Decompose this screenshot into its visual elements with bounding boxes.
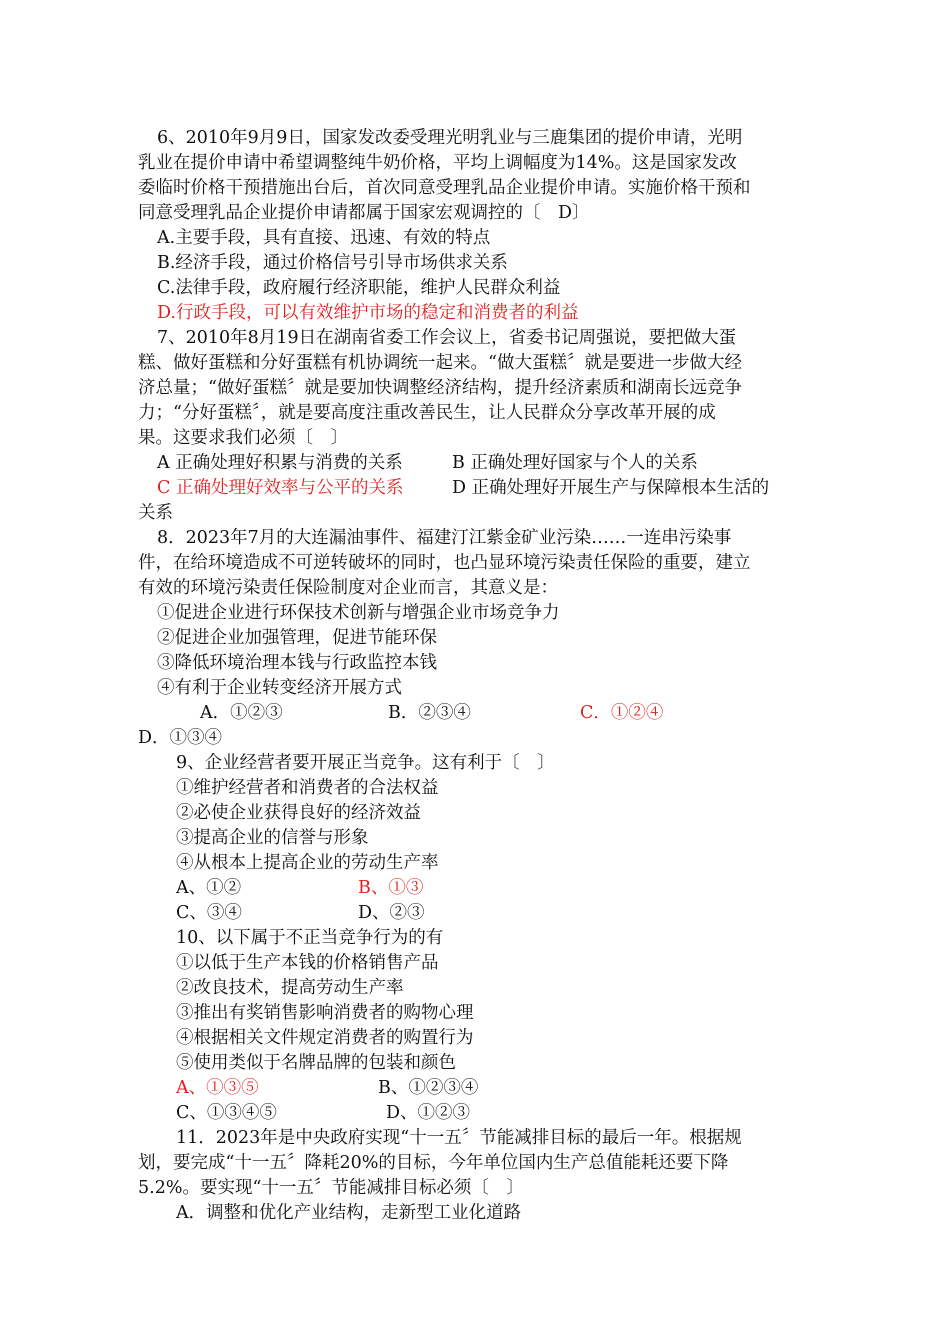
q7-stem-line-5: 果。这要求我们必须〔 〕 xyxy=(138,428,348,448)
q9-item-2: ②必使企业获得良好的经济效益 xyxy=(176,803,421,823)
q6-stem-line-4: 同意受理乳品企业提价申请都属于国家宏观调控的〔 D〕 xyxy=(138,203,590,223)
q6-option-b: B.经济手段，通过价格信号引导市场供求关系 xyxy=(157,253,508,273)
q8-item-1: ①促进企业进行环保技术创新与增强企业市场竞争力 xyxy=(157,603,560,623)
q6-option-a: A.主要手段，具有直接、迅速、有效的特点 xyxy=(157,228,491,248)
q7-option-c-answer: C 正确处理好效率与公平的关系 xyxy=(157,478,404,498)
q7-option-b: B 正确处理好国家与个人的关系 xyxy=(452,453,698,473)
q6-stem-line-2: 乳业在提价申请中希望调整纯牛奶价格，平均上调幅度为14%。这是国家发改 xyxy=(138,153,737,173)
q6-stem-line-3: 委临时价格干预措施出台后，首次同意受理乳品企业提价申请。实施价格干预和 xyxy=(138,178,751,198)
q7-stem-line-1: 7、2010年8月19日在湖南省委工作会议上，省委书记周强说，要把做大蛋 xyxy=(157,328,737,348)
q9-stem: 9、企业经营者要开展正当竞争。这有利于〔 〕 xyxy=(176,753,555,773)
q8-stem-line-3: 有效的环境污染责任保险制度对企业而言，其意义是： xyxy=(138,578,558,598)
q7-stem-line-2: 糕、做好蛋糕和分好蛋糕有机协调统一起来。“做大蛋糕〞就是要进一步做大经 xyxy=(138,353,742,373)
q9-option-d: D、②③ xyxy=(358,903,425,923)
q11-option-a: A．调整和优化产业结构，走新型工业化道路 xyxy=(176,1203,522,1223)
q7-option-d-cont: 关系 xyxy=(138,503,173,523)
q10-item-5: ⑤使用类似于名牌品牌的包装和颜色 xyxy=(176,1053,456,1073)
q10-item-4: ④根据相关文件规定消费者的购置行为 xyxy=(176,1028,474,1048)
q8-item-4: ④有利于企业转变经济开展方式 xyxy=(157,678,402,698)
q11-stem-line-3: 5.2%。要实现“十一五〞节能减排目标必须〔 〕 xyxy=(138,1178,524,1198)
q9-option-a: A、①② xyxy=(176,878,242,898)
q6-option-c: C.法律手段，政府履行经济职能，维护人民群众利益 xyxy=(157,278,561,298)
q7-stem-line-3: 济总量；“做好蛋糕〞就是要加快调整经济结构，提升经济素质和湖南长远竞争 xyxy=(138,378,742,398)
q11-stem-line-2: 划，要完成“十一五〞降耗20%的目标，今年单位国内生产总值能耗还要下降 xyxy=(138,1153,729,1173)
q8-option-c-answer: C．①②④ xyxy=(580,703,664,723)
q11-stem-line-1: 11．2023年是中央政府实现“十一五〞节能减排目标的最后一年。根据规 xyxy=(176,1128,742,1148)
q8-option-b: B．②③④ xyxy=(388,703,471,723)
q10-option-d: D、①②③ xyxy=(386,1103,471,1123)
q9-item-1: ①维护经营者和消费者的合法权益 xyxy=(176,778,439,798)
q7-option-d: D 正确处理好开展生产与保障根本生活的 xyxy=(452,478,770,498)
q9-option-c: C、③④ xyxy=(176,903,242,923)
q10-option-b: B、①②③④ xyxy=(378,1078,479,1098)
q8-stem-line-1: 8．2023年7月的大连漏油事件、福建汀江紫金矿业污染……一连串污染事 xyxy=(157,528,732,548)
q6-stem-line-1: 6、2010年9月9日，国家发改委受理光明乳业与三鹿集团的提价申请，光明 xyxy=(157,128,743,148)
q8-option-a: A．①②③ xyxy=(200,703,283,723)
q7-stem-line-4: 力；“分好蛋糕〞，就是要高度注重改善民生，让人民群众分享改革开展的成 xyxy=(138,403,716,423)
q10-stem: 10、以下属于不正当竞争行为的有 xyxy=(176,928,444,948)
q8-stem-line-2: 件，在给环境造成不可逆转破坏的同时，也凸显环境污染责任保险的重要，建立 xyxy=(138,553,751,573)
q8-item-2: ②促进企业加强管理，促进节能环保 xyxy=(157,628,437,648)
q10-item-3: ③推出有奖销售影响消费者的购物心理 xyxy=(176,1003,474,1023)
q9-item-3: ③提高企业的信誉与形象 xyxy=(176,828,369,848)
q8-item-3: ③降低环境治理本钱与行政监控本钱 xyxy=(157,653,437,673)
q7-option-a: A 正确处理好积累与消费的关系 xyxy=(157,453,403,473)
q10-item-2: ②改良技术，提高劳动生产率 xyxy=(176,978,404,998)
q10-item-1: ①以低于生产本钱的价格销售产品 xyxy=(176,953,439,973)
q9-item-4: ④从根本上提高企业的劳动生产率 xyxy=(176,853,439,873)
q8-option-d: D．①③④ xyxy=(138,728,223,748)
q6-option-d-answer: D.行政手段，可以有效维护市场的稳定和消费者的利益 xyxy=(157,303,579,323)
q10-option-c: C、①③④⑤ xyxy=(176,1103,277,1123)
q10-option-a-answer: A、①③⑤ xyxy=(176,1078,259,1098)
q9-option-b-answer: B、①③ xyxy=(358,878,424,898)
